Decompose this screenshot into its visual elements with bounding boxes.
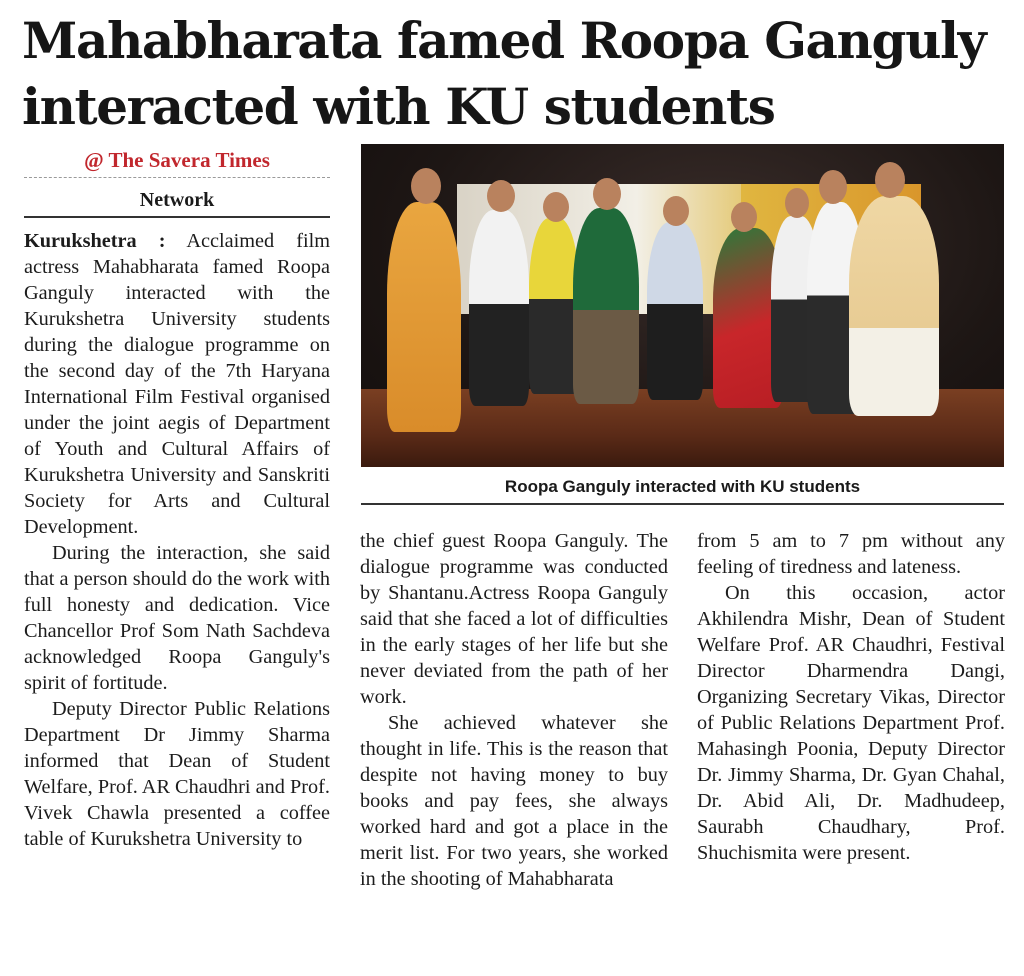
person-figure — [469, 210, 529, 406]
person-figure — [573, 208, 639, 404]
person-figure — [849, 196, 939, 416]
person-head — [785, 188, 809, 218]
headline: Mahabharata famed Roopa Ganguly interacted with KU students — [22, 11, 986, 136]
article-column-1 — [24, 228, 330, 852]
photo-caption: Roopa Ganguly interacted with KU students — [361, 474, 1004, 505]
person-head — [663, 196, 689, 226]
dateline: Kurukshetra : — [24, 230, 166, 252]
person-head — [593, 178, 621, 210]
paragraph-3: Deputy Director Public Relations Department Dr Jimmy Sharma informed that Dean of Student Welfare, Prof. AR Chaudhri and Prof. Vivek Chawla presented a coffee table of Kurukshetra University to — [24, 698, 330, 850]
article-column-3 — [697, 528, 1005, 866]
paragraph-1-text: Acclaimed film actress Mahabharata famed Roopa Ganguly interacted with the Kurukshetra University students during the dialogue programme on the second day of the 7th Haryana International Film Festival organised under the joint aegis of Department of Youth and Cultural Affairs of Kurukshetra University and Sanskriti Society for Arts and Cultural Development. — [24, 230, 330, 538]
person-figure — [387, 202, 461, 432]
paragraph-5: She achieved whatever she thought in life. This is the reason that despite not having money to buy books and pay fees, she always worked hard and got a place in the merit list. For two years, she worked in the shooting of Mahabharata — [360, 712, 668, 890]
source-credit: @ The Savera Times — [24, 146, 330, 178]
person-head — [487, 180, 515, 212]
person-head — [819, 170, 847, 204]
person-head — [543, 192, 569, 222]
article-column-2 — [360, 528, 668, 892]
person-head — [875, 162, 905, 198]
person-head — [731, 202, 757, 232]
paragraph-4: the chief guest Roopa Ganguly. The dialogue programme was conducted by Shantanu.Actress Roopa Ganguly said that she faced a lot of difficulties in the early stages of her life but she never deviated from the path of her work. — [360, 530, 668, 708]
event-photo — [361, 144, 1004, 467]
person-figure — [529, 218, 579, 394]
person-figure — [647, 222, 703, 400]
paragraph-6: from 5 am to 7 pm without any feeling of tiredness and lateness. — [697, 530, 1005, 578]
person-head — [411, 168, 441, 204]
paragraph-7: On this occasion, actor Akhilendra Mishr, Dean of Student Welfare Prof. AR Chaudhri, Festival Director Dharmendra Dangi, Organizing Secretary Vikas, Director of Public Relations Department Prof. Mahasingh Poonia, Deputy Director Dr. Jimmy Sharma, Dr. Gyan Chahal, Dr. Abid Ali, Dr. Madhudeep, Saurabh Chaudhary, Prof. Shuchismita were present. — [697, 582, 1005, 864]
section-label: Network — [24, 186, 330, 218]
paragraph-2: During the interaction, she said that a person should do the work with full honesty and dedication. Vice Chancellor Prof Som Nath Sachdeva acknowledged Roopa Ganguly's spirit of fortitude. — [24, 542, 330, 694]
paragraph-1 — [24, 228, 330, 540]
